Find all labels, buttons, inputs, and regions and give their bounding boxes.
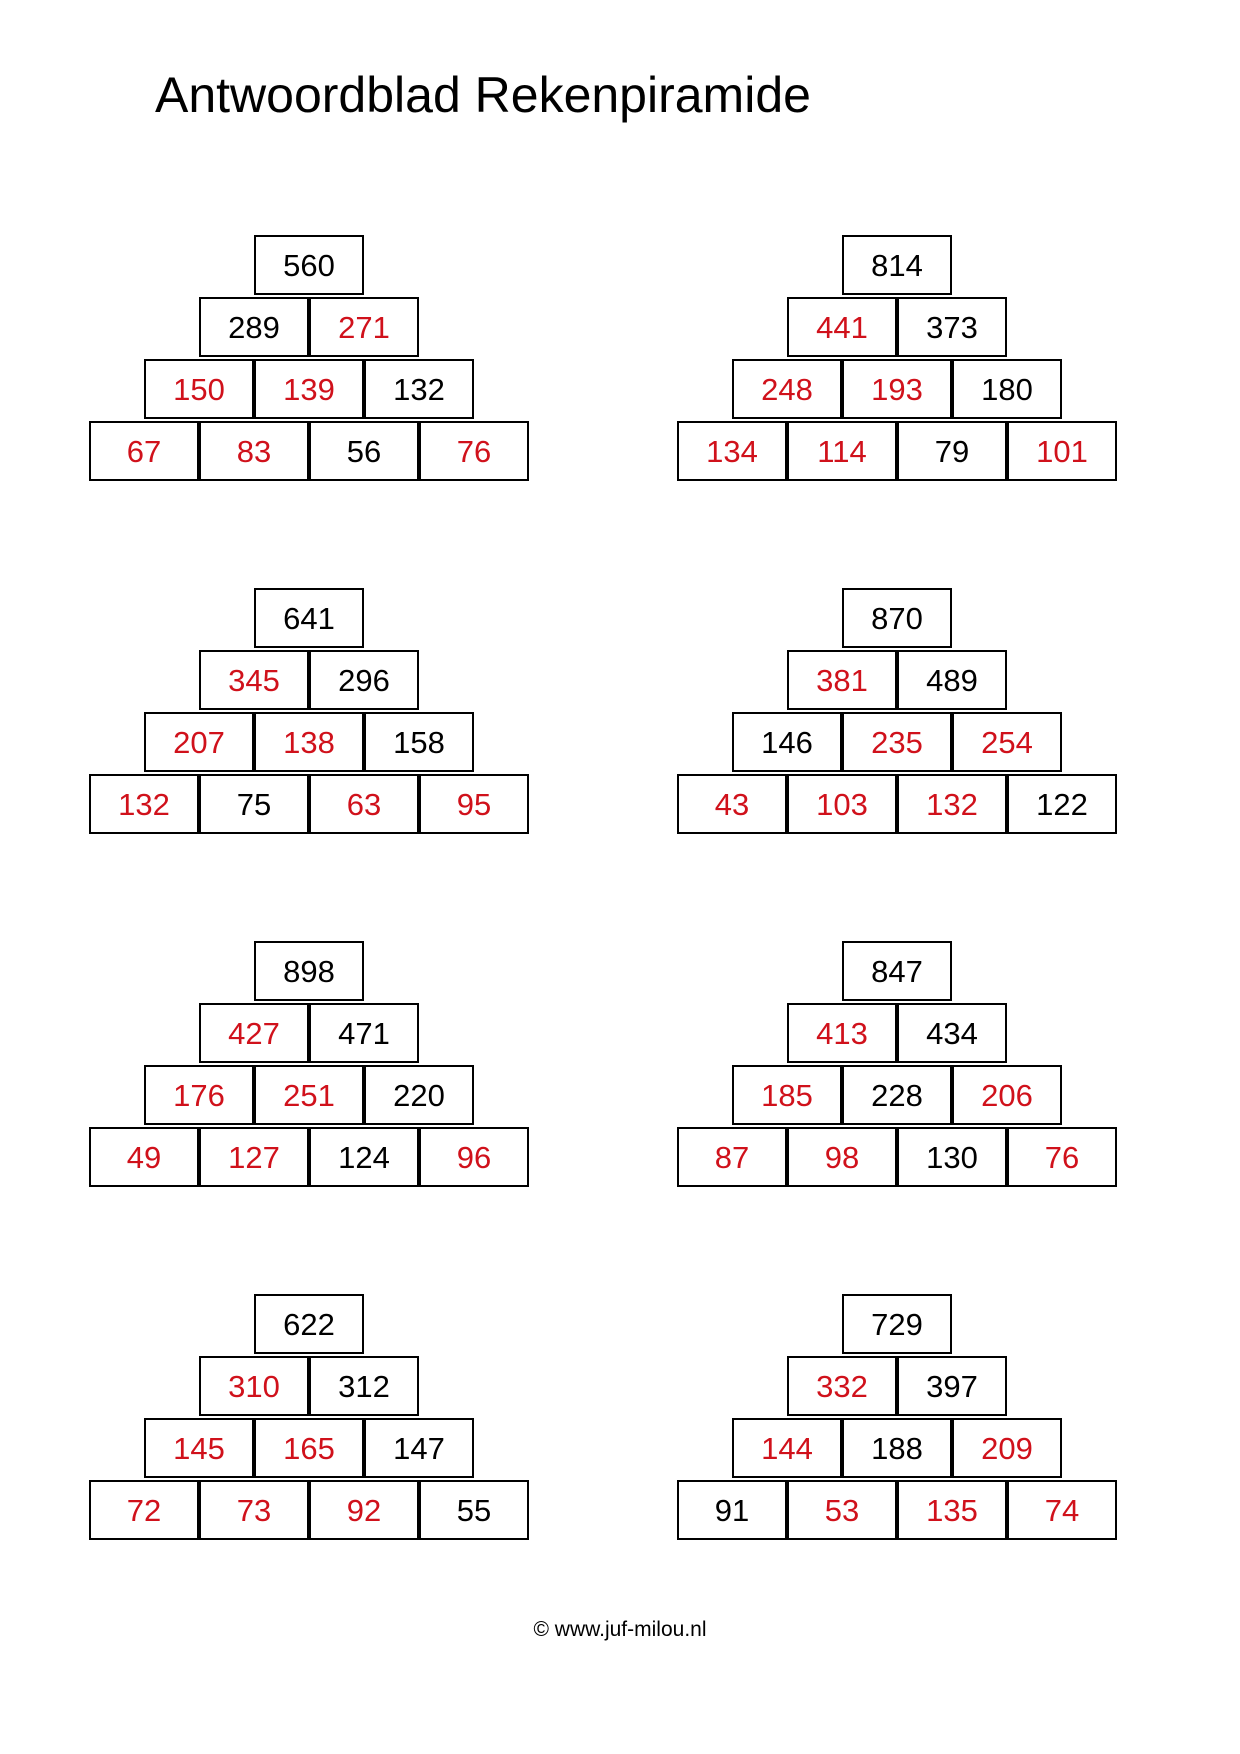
pyramid-answer-cell: 185 — [732, 1065, 842, 1125]
number-pyramid — [677, 941, 1127, 1191]
pyramid-answer-cell: 381 — [787, 650, 897, 710]
pyramid-answer-cell: 76 — [1007, 1127, 1117, 1187]
pyramid-given-cell: 898 — [254, 941, 364, 1001]
pyramid-given-cell: 180 — [952, 359, 1062, 419]
pyramid-given-cell: 289 — [199, 297, 309, 357]
pyramid-answer-cell: 95 — [419, 774, 529, 834]
pyramid-given-cell: 729 — [842, 1294, 952, 1354]
pyramid-given-cell: 397 — [897, 1356, 1007, 1416]
number-pyramid — [89, 588, 539, 838]
number-pyramid — [89, 1294, 539, 1544]
pyramid-answer-cell: 132 — [89, 774, 199, 834]
pyramid-answer-cell: 138 — [254, 712, 364, 772]
pyramid-given-cell: 75 — [199, 774, 309, 834]
pyramid-answer-cell: 345 — [199, 650, 309, 710]
pyramid-answer-cell: 135 — [897, 1480, 1007, 1540]
pyramid-given-cell: 56 — [309, 421, 419, 481]
pyramid-answer-cell: 92 — [309, 1480, 419, 1540]
pyramid-given-cell: 622 — [254, 1294, 364, 1354]
pyramid-given-cell: 79 — [897, 421, 1007, 481]
pyramid-answer-cell: 114 — [787, 421, 897, 481]
pyramid-given-cell: 373 — [897, 297, 1007, 357]
pyramid-answer-cell: 139 — [254, 359, 364, 419]
pyramid-answer-cell: 207 — [144, 712, 254, 772]
pyramid-answer-cell: 101 — [1007, 421, 1117, 481]
pyramid-given-cell: 188 — [842, 1418, 952, 1478]
pyramid-given-cell: 55 — [419, 1480, 529, 1540]
number-pyramid — [677, 1294, 1127, 1544]
pyramid-given-cell: 146 — [732, 712, 842, 772]
pyramid-answer-cell: 127 — [199, 1127, 309, 1187]
pyramid-given-cell: 296 — [309, 650, 419, 710]
pyramid-given-cell: 870 — [842, 588, 952, 648]
pyramid-answer-cell: 441 — [787, 297, 897, 357]
pyramid-answer-cell: 413 — [787, 1003, 897, 1063]
page-title: Antwoordblad Rekenpiramide — [155, 67, 811, 123]
pyramid-answer-cell: 134 — [677, 421, 787, 481]
pyramid-answer-cell: 96 — [419, 1127, 529, 1187]
pyramid-answer-cell: 310 — [199, 1356, 309, 1416]
pyramid-answer-cell: 248 — [732, 359, 842, 419]
pyramid-given-cell: 471 — [309, 1003, 419, 1063]
pyramid-given-cell: 158 — [364, 712, 474, 772]
pyramid-given-cell: 228 — [842, 1065, 952, 1125]
pyramid-given-cell: 814 — [842, 235, 952, 295]
pyramid-answer-cell: 145 — [144, 1418, 254, 1478]
pyramid-answer-cell: 176 — [144, 1065, 254, 1125]
pyramid-given-cell: 147 — [364, 1418, 474, 1478]
pyramid-answer-cell: 427 — [199, 1003, 309, 1063]
pyramid-given-cell: 434 — [897, 1003, 1007, 1063]
pyramid-answer-cell: 43 — [677, 774, 787, 834]
pyramid-answer-cell: 67 — [89, 421, 199, 481]
number-pyramid — [89, 941, 539, 1191]
pyramid-answer-cell: 206 — [952, 1065, 1062, 1125]
pyramid-answer-cell: 144 — [732, 1418, 842, 1478]
pyramid-answer-cell: 132 — [897, 774, 1007, 834]
pyramid-given-cell: 124 — [309, 1127, 419, 1187]
number-pyramid — [89, 235, 539, 485]
pyramid-answer-cell: 98 — [787, 1127, 897, 1187]
pyramid-answer-cell: 251 — [254, 1065, 364, 1125]
pyramid-given-cell: 220 — [364, 1065, 474, 1125]
pyramid-answer-cell: 49 — [89, 1127, 199, 1187]
pyramid-answer-cell: 103 — [787, 774, 897, 834]
number-pyramid — [677, 588, 1127, 838]
footer-copyright: © www.juf-milou.nl — [533, 1618, 707, 1641]
pyramid-given-cell: 122 — [1007, 774, 1117, 834]
pyramid-answer-cell: 53 — [787, 1480, 897, 1540]
pyramid-given-cell: 132 — [364, 359, 474, 419]
pyramid-given-cell: 130 — [897, 1127, 1007, 1187]
pyramid-answer-cell: 165 — [254, 1418, 364, 1478]
pyramid-answer-cell: 76 — [419, 421, 529, 481]
pyramid-answer-cell: 73 — [199, 1480, 309, 1540]
pyramid-answer-cell: 63 — [309, 774, 419, 834]
number-pyramid — [677, 235, 1127, 485]
pyramid-answer-cell: 87 — [677, 1127, 787, 1187]
pyramid-answer-cell: 74 — [1007, 1480, 1117, 1540]
pyramid-given-cell: 847 — [842, 941, 952, 1001]
pyramid-answer-cell: 332 — [787, 1356, 897, 1416]
pyramid-answer-cell: 235 — [842, 712, 952, 772]
pyramid-given-cell: 489 — [897, 650, 1007, 710]
pyramid-answer-cell: 150 — [144, 359, 254, 419]
pyramid-answer-cell: 271 — [309, 297, 419, 357]
pyramid-answer-cell: 193 — [842, 359, 952, 419]
pyramid-answer-cell: 83 — [199, 421, 309, 481]
pyramid-answer-cell: 72 — [89, 1480, 199, 1540]
pyramid-given-cell: 91 — [677, 1480, 787, 1540]
pyramid-answer-cell: 209 — [952, 1418, 1062, 1478]
pyramid-given-cell: 312 — [309, 1356, 419, 1416]
pyramid-given-cell: 560 — [254, 235, 364, 295]
pyramid-answer-cell: 254 — [952, 712, 1062, 772]
pyramid-given-cell: 641 — [254, 588, 364, 648]
